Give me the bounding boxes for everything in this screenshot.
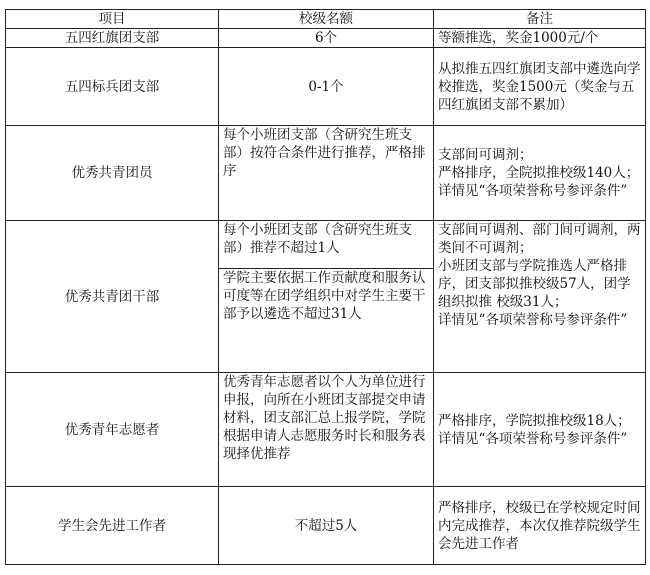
row-item: 学生会先进工作者	[6, 487, 219, 565]
remark-line: 严格排序，全院拟推校级140人；	[438, 165, 640, 181]
row-quota: 6个	[219, 29, 434, 48]
table-row	[6, 373, 646, 487]
row-item: 优秀共青团员	[6, 126, 219, 221]
remark-line: 严格排序，学院拟推校级18人；	[438, 412, 631, 429]
remark-line: 支部间可调剂；	[438, 147, 533, 163]
row-quota-a: 每个小班团支部（含研究生班支部）推荐不超过1人	[219, 221, 434, 269]
row-quota: 0-1个	[219, 48, 434, 126]
row-item: 五四红旗团支部	[6, 29, 219, 48]
table-row	[6, 221, 646, 269]
remark-line: 详情见“各项荣誉称号参评条件”	[438, 183, 628, 199]
row-remark: 等额推选，奖金1000元/个	[434, 29, 646, 48]
table-row	[6, 126, 646, 221]
row-remark: 从拟推五四红旗团支部中遴选向学校推选，奖金1500元（奖金与五四红旗团支部不累加）	[434, 48, 646, 126]
row-quota: 不超过5人	[219, 487, 434, 565]
remark-line: 小班团支部与学院推选人严格排序，团支部拟推校级57人，团学组织拟推 校级31人；	[438, 258, 631, 310]
row-remark	[434, 221, 646, 373]
remark-line: 详情见“各项荣誉称号参评条件”	[438, 430, 628, 447]
table-row	[6, 48, 646, 126]
row-item: 优秀共青团干部	[6, 221, 219, 373]
header-item: 项目	[6, 10, 219, 29]
remark-line: 详情见“各项荣誉称号参评条件”	[438, 312, 628, 328]
row-quota: 每个小班团支部（含研究生班支部）按符合条件进行推荐，严格排序	[219, 126, 434, 221]
row-remark: 严格排序，校级已在学校规定时间内完成推荐，本次仅推荐院级学生会先进工作者	[434, 487, 646, 565]
row-quota-b: 学院主要依据工作贡献度和服务认可度等在团学组织中对学生主要干部予以遴选不超过31人	[219, 269, 434, 373]
row-item: 优秀青年志愿者	[6, 373, 219, 487]
remark-line: 支部间可调剂、部门间可调剂，两类间不可调剂；	[438, 222, 641, 256]
row-remark	[434, 373, 646, 487]
header-quota: 校级名额	[219, 10, 434, 29]
honors-table	[5, 9, 646, 565]
header-row	[6, 10, 646, 29]
row-item: 五四标兵团支部	[6, 48, 219, 126]
table-row	[6, 29, 646, 48]
row-quota: 优秀青年志愿者以个人为单位进行申报，向所在小班团支部提交申请材料，团支部汇总上报学院，学院根据申请人志愿服务时长和服务表现择优推荐	[219, 373, 434, 487]
header-remark: 备注	[434, 10, 646, 29]
table-row	[6, 487, 646, 565]
row-remark	[434, 126, 646, 221]
